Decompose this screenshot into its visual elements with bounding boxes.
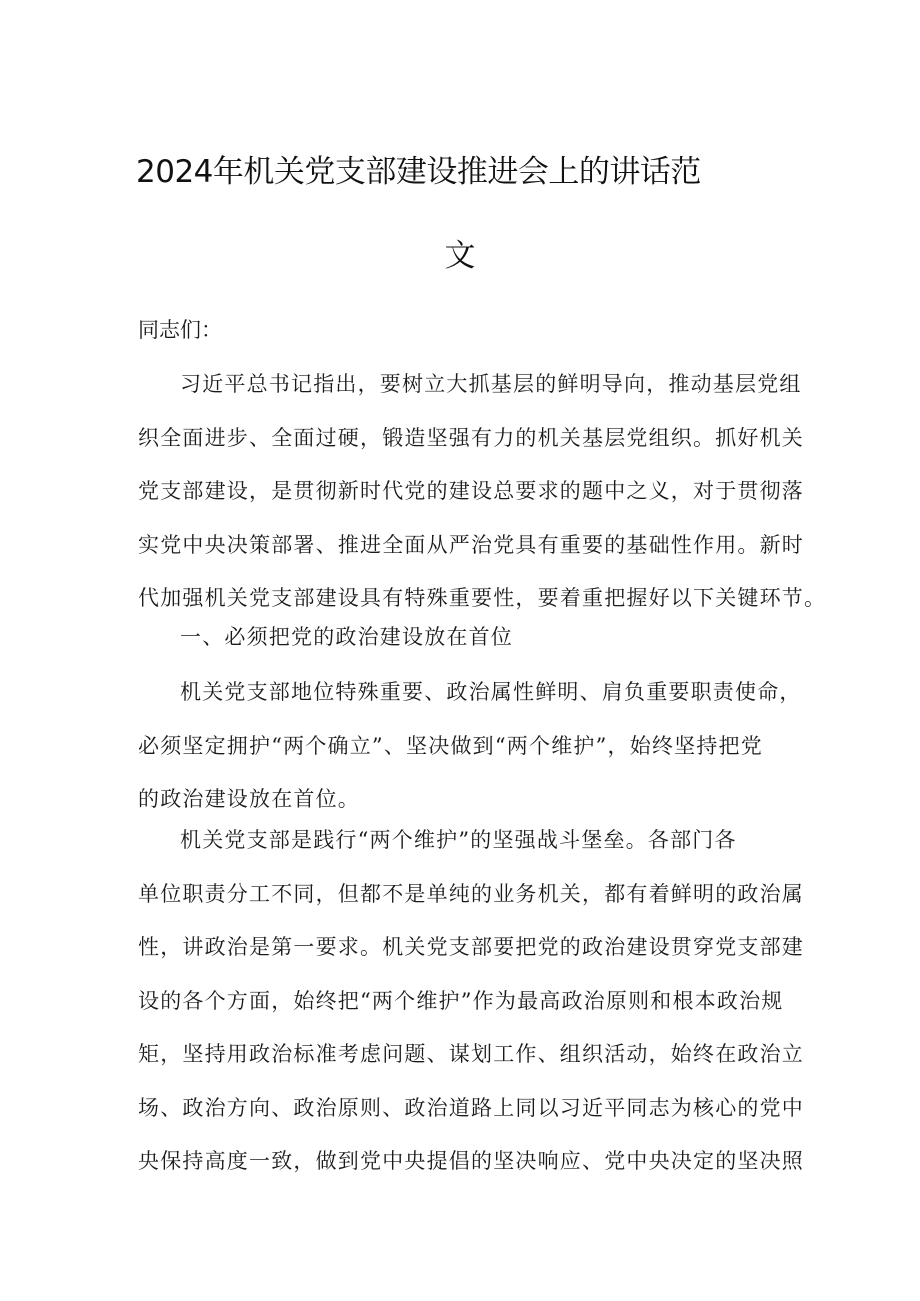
paragraph-line: 机关党支部是践行“两个维护”的坚强战斗堡垒。各部门各 — [180, 828, 737, 852]
document-title-line1: 2024年机关党支部建设推进会上的讲话范 — [136, 154, 701, 190]
paragraph-line: 设的各个方面，始终把“两个维护”作为最高政治原则和根本政治规 — [138, 988, 784, 1013]
paragraph-line: 央保持高度一致，做到党中央提倡的坚决响应、党中央决定的坚决照 — [138, 1149, 804, 1173]
paragraph-line: 党支部建设，是贯彻新时代党的建设总要求的题中之义，对于贯彻落 — [138, 479, 804, 503]
paragraph-line: 代加强机关党支部建设具有特殊重要性，要着重把握好以下关键环节。 — [138, 586, 827, 610]
paragraph-1 — [138, 358, 827, 626]
section-heading-1 — [138, 611, 786, 665]
paragraph-2 — [138, 666, 802, 827]
section-heading-text: 一、必须把党的政治建设放在首位 — [180, 625, 513, 649]
paragraph-line: 矩，坚持用政治标准考虑问题、谋划工作、组织活动，始终在政治立 — [138, 1042, 804, 1066]
paragraph-line: 的政治建设放在首位。 — [138, 787, 360, 811]
paragraph-line: 必须坚定拥护“两个确立”、坚决做到“两个维护”，始终坚持把党 — [138, 733, 763, 758]
paragraph-line: 单位职责分工不同，但都不是单纯的业务机关，都有着鲜明的政治属 — [138, 881, 804, 906]
paragraph-line: 性，讲政治是第一要求。机关党支部要把党的政治建设贯穿党支部建 — [138, 935, 804, 959]
paragraph-line: 实党中央决策部署、推进全面从严治党具有重要的基础性作用。新时 — [138, 532, 804, 557]
paragraph-line: 机关党支部地位特殊重要、政治属性鲜明、肩负重要职责使命， — [180, 680, 802, 704]
paragraph-line: 场、政治方向、政治原则、政治道路上同以习近平同志为核心的党中 — [138, 1095, 804, 1120]
document-title-line2: 文 — [444, 238, 476, 274]
paragraph-line: 习近平总书记指出，要树立大抓基层的鲜明导向，推动基层党组 — [180, 372, 802, 396]
paragraph-line: 织全面进步、全面过硬，锻造坚强有力的机关基层党组织。抓好机关 — [138, 425, 804, 450]
paragraph-3 — [138, 814, 804, 1189]
salutation: 同志们： — [138, 318, 222, 342]
